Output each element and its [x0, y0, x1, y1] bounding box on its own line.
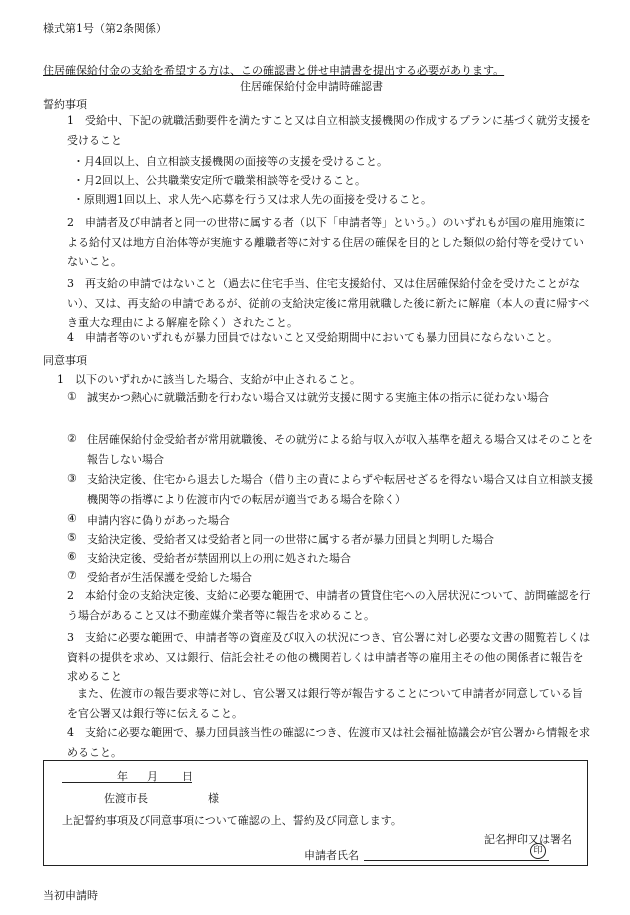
pledge-item-4: 4 申請者等のいずれもが暴力団員ではないこと又受給期間中においても暴力団員にならないこと。 [67, 331, 558, 344]
pledge-bullet-1: ・月4回以上、自立相談支援機関の面接等の支援を受けること。 [73, 155, 388, 168]
seal-note: 記名押印又は署名 [484, 833, 572, 846]
seal-icon: 印 [530, 843, 546, 859]
consent-sub-7: 受給者が生活保護を受給した場合 [87, 571, 252, 584]
footer-note: 当初申請時 [43, 889, 98, 902]
consent-sub-num-6: ⑥ [67, 550, 77, 563]
consent-item-1: 1 以下のいずれかに該当した場合、支給が中止されること。 [57, 373, 361, 386]
consent-sub-5: 支給決定後、受給者又は受給者と同一の世帯に属する者が暴力団員と判明した場合 [87, 533, 494, 546]
pledge-item-2: 2 申請者及び申請者と同一の世帯に属する者（以下「申請者等」という。）のいずれもが国の雇用施策による給付又は地方自治体等が実施する離職者等に対する住居の確保を目的とした類似の給付等を受けていないこと。 [67, 216, 586, 268]
consent-sub-3: 支給決定後、住宅から退去した場合（借り主の責によらずや転居せざるを得ない場合又は自立相談支援機関等の指導により佐渡市内での転居が適当である場合を除く） [87, 473, 593, 506]
consent-sub-num-4: ④ [67, 512, 77, 525]
consent-sub-1: 誠実かつ熱心に就職活動を行わない場合又は就労支援に関する実施主体の指示に従わない場合 [87, 391, 549, 404]
date-underline[interactable] [62, 782, 192, 783]
notice: 住居確保給付金の支給を希望する方は、この確認書と併せ申請書を提出する必要があります。 [43, 64, 505, 77]
consent-sub-2: 住居確保給付金受給者が常用就職後、その就労による給与収入が収入基準を超える場合又はそのことを報告しない場合 [87, 433, 593, 466]
consent-sub-num-1: ① [67, 390, 77, 403]
confirm-statement: 上記誓約事項及び同意事項について確認の上、誓約及び同意します。 [62, 814, 402, 827]
date-year-label: 年 [117, 770, 128, 783]
date-month-label: 月 [147, 770, 158, 783]
consent-item-3: 3 支給に必要な範囲で、申請者等の資産及び収入の状況につき、官公署に対し必要な文書の閲覧若しくは資料の提供を求め、又は銀行、信託会社その他の機関若しくは申請者等の雇用主その他の関係者に報告を求めること [67, 631, 591, 683]
consent-item-3-cont: また、佐渡市の報告要求等に対し、官公署又は銀行等が報告することについて申請者が同意している旨を官公署又は銀行等に伝えること。 [67, 687, 583, 720]
consent-heading: 同意事項 [43, 354, 87, 367]
applicant-name-line[interactable] [364, 860, 549, 861]
mayor-label: 佐渡市長 [104, 792, 148, 805]
page-title: 住居確保給付金申請時確認書 [240, 80, 383, 93]
pledge-item-1: 1 受給中、下記の就職活動要件を満たすこと又は自立相談支援機関の作成するプランに基づく就労支援を受けること [67, 114, 591, 147]
date-day-label: 日 [182, 770, 193, 783]
signature-box [43, 760, 588, 866]
applicant-name-label: 申請者氏名 [304, 849, 359, 862]
consent-sub-num-5: ⑤ [67, 531, 77, 544]
mayor-honorific: 様 [208, 792, 219, 805]
consent-sub-num-2: ② [67, 432, 77, 445]
consent-sub-4: 申請内容に偽りがあった場合 [87, 514, 230, 527]
consent-sub-num-3: ③ [67, 472, 77, 485]
consent-sub-num-7: ⑦ [67, 569, 77, 582]
pledge-item-3: 3 再支給の申請ではないこと（過去に住宅手当、住宅支援給付、又は住居確保給付金を受けたことがない）、又は、再支給の申請であるが、従前の支給決定後に常用就職した後に新たに解雇（本人の責に帰すべき重大な理由による解雇を除く）されたこと。 [67, 277, 590, 329]
pledge-bullet-2: ・月2回以上、公共職業安定所で職業相談等を受けること。 [73, 174, 366, 187]
consent-item-4: 4 支給に必要な範囲で、暴力団員該当性の確認につき、佐渡市又は社会福祉協議会が官公署から情報を求めること。 [67, 726, 591, 759]
pledge-heading: 誓約事項 [43, 98, 87, 111]
pledge-bullet-3: ・原則週1回以上、求人先へ応募を行う又は求人先の面接を受けること。 [73, 193, 432, 206]
consent-sub-6: 支給決定後、受給者が禁固刑以上の刑に処された場合 [87, 552, 351, 565]
form-number: 様式第1号（第2条関係） [43, 22, 167, 35]
consent-item-2: 2 本給付金の支給決定後、支給に必要な範囲で、申請者の賃貸住宅への入居状況について、訪問確認を行う場合があること又は不動産媒介業者等に報告を求めること。 [67, 589, 591, 622]
